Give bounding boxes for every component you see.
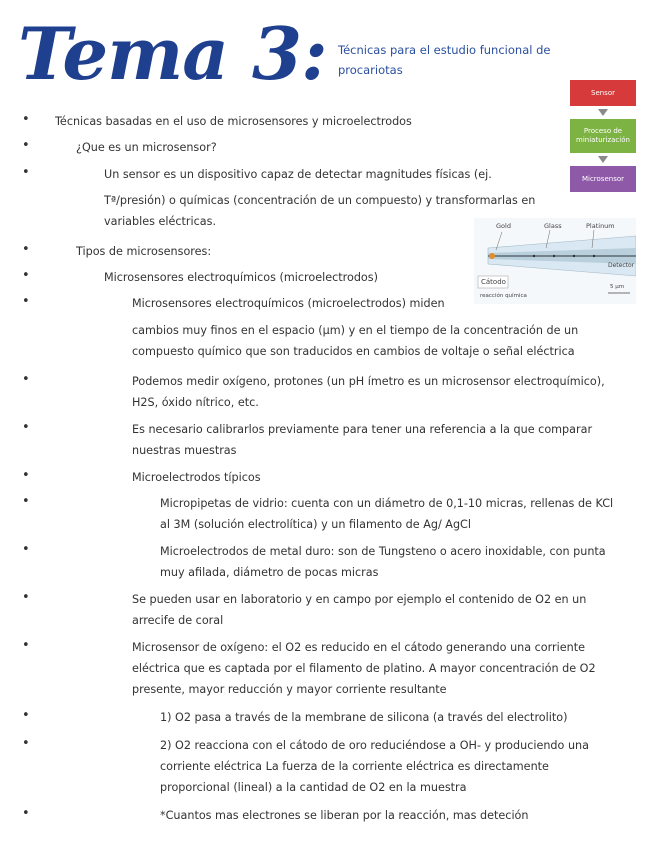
bullet: • <box>22 294 30 309</box>
list-item: Micropipetas de vidrio: cuenta con un diámetro de 0,1-10 micras, rellenas de KCl al 3M (solución electrolítica) y un filamento de Ag/ AgCl <box>160 497 614 531</box>
bullet: • <box>22 165 30 180</box>
bullet: • <box>22 806 30 821</box>
bullet: • <box>22 242 30 257</box>
flow-box-sensor: Sensor <box>570 80 636 106</box>
list-item: Microsensor de oxígeno: el O2 es reducido en el cátodo generando una corriente eléctrica que es captada por el filamento de platino. A mayor concentración de O2 presente, mayor reducción y mayor corriente resultante <box>132 641 596 696</box>
bullet: • <box>22 372 30 387</box>
label-platinum: Platinum <box>586 222 615 230</box>
bullet: • <box>22 736 30 751</box>
list-item: Técnicas basadas en el uso de microsensores y microelectrodos <box>55 115 412 128</box>
page-subtitle: Técnicas para el estudio funcional de procariotas <box>338 43 551 77</box>
bullet: • <box>22 138 30 153</box>
bullet: • <box>22 708 30 723</box>
bullet: • <box>22 590 30 605</box>
label-reaction: reacción química <box>480 293 527 299</box>
list-item-continuation: Tª/presión) o químicas (concentración de un compuesto) y transformarlas en variables eléctricas. <box>104 194 536 228</box>
flow-box-microsensor: Microsensor <box>570 166 636 192</box>
miniaturization-flow-diagram <box>570 80 636 198</box>
list-item: Tipos de microsensores: <box>76 245 212 258</box>
bullet: • <box>22 420 30 435</box>
flow-box-miniaturization: Proceso de miniaturización <box>570 119 636 153</box>
page-title: Tema 3: <box>18 11 327 96</box>
list-item: Microsensores electroquímicos (microelectrodos) <box>104 271 378 284</box>
label-cathode: Cátodo <box>481 278 506 286</box>
bullet: • <box>22 494 30 509</box>
list-item: Se pueden usar en laboratorio y en campo por ejemplo el contenido de O2 en un arrecife de coral <box>132 593 587 627</box>
label-detector: Detector <box>608 262 635 269</box>
list-item: Microelectrodos de metal duro: son de Tungsteno o acero inoxidable, con punta muy afilada, diámetro de pocas micras <box>160 545 606 579</box>
list-item: 1) O2 pasa a través de la membrane de silicona (a través del electrolito) <box>160 711 568 724</box>
bullet: • <box>22 638 30 653</box>
list-item: ¿Que es un microsensor? <box>76 141 217 154</box>
bullet: • <box>22 468 30 483</box>
list-item-continuation: cambios muy finos en el espacio (µm) y en el tiempo de la concentración de un compuesto químico que son traducidos en cambios de voltaje o señal eléctrica <box>132 324 579 358</box>
arrow-down-icon <box>598 109 608 116</box>
list-item: 2) O2 reacciona con el cátodo de oro reduciéndose a OH- y produciendo una corriente eléctrica La fuerza de la corriente eléctrica es directamente proporcional (lineal) a la cantidad de O2 en la muestra <box>160 739 589 794</box>
label-gold: Gold <box>496 222 511 230</box>
label-scale: 5 µm <box>610 284 625 290</box>
bullet: • <box>22 542 30 557</box>
arrow-down-icon <box>598 156 608 163</box>
list-item: Microelectrodos típicos <box>132 471 261 484</box>
bullet: • <box>22 112 30 127</box>
list-item: Es necesario calibrarlos previamente para tener una referencia a la que comparar nuestras muestras <box>132 423 593 457</box>
bullet: • <box>22 268 30 283</box>
list-item: Podemos medir oxígeno, protones (un pH ímetro es un microsensor electroquímico), H2S, óxido nítrico, etc. <box>132 375 605 409</box>
list-item: Microsensores electroquímicos (microelectrodos) miden <box>132 297 445 310</box>
list-item: *Cuantos mas electrones se liberan por la reacción, mas deteción <box>160 809 529 822</box>
list-item: Un sensor es un dispositivo capaz de detectar magnitudes físicas (ej. <box>104 168 492 181</box>
label-glass: Glass <box>544 222 562 230</box>
